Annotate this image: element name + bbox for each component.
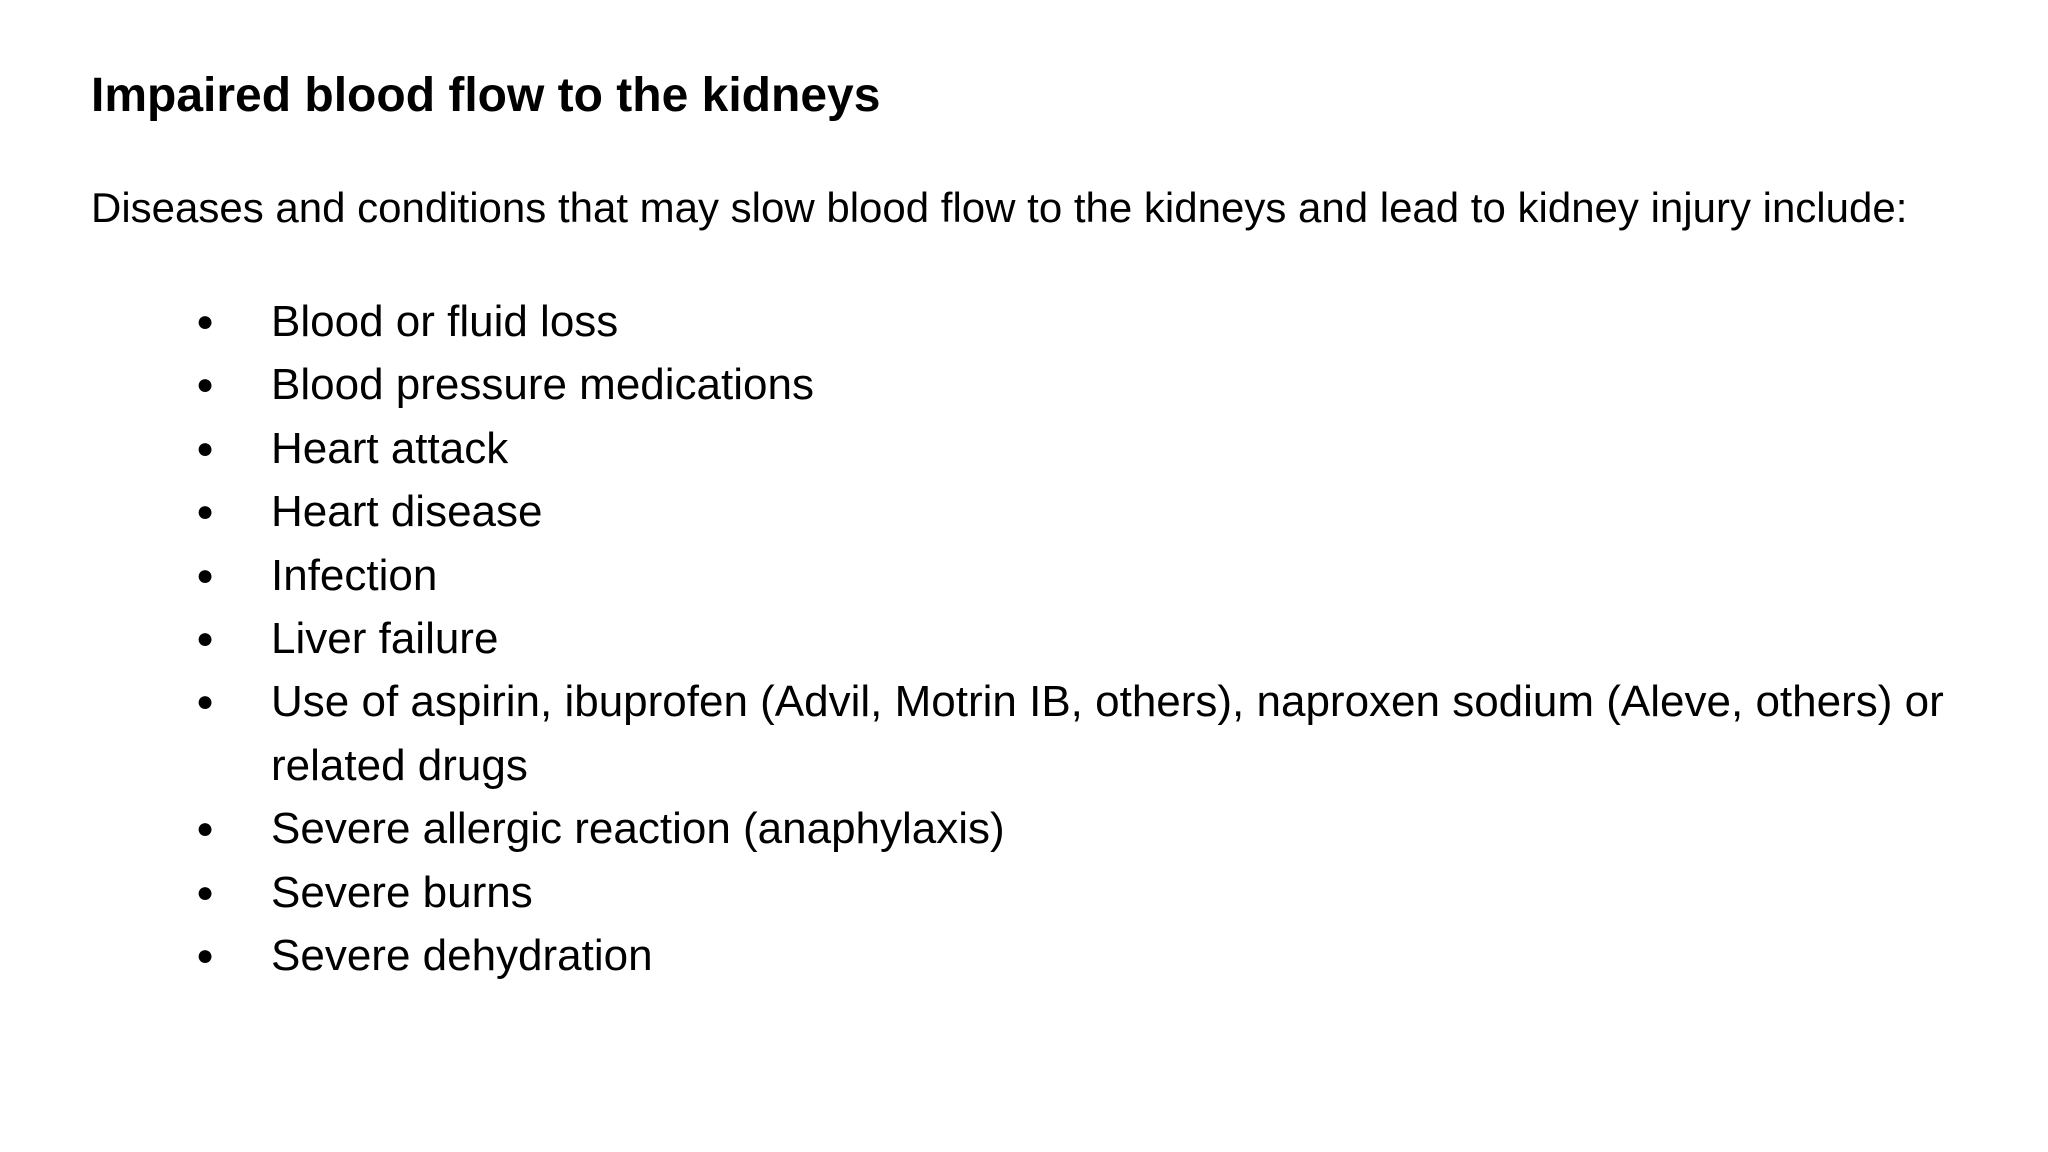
list-item [0, 797, 2011, 860]
bullet-icon: ● [196, 431, 215, 465]
list-item-text: Use of aspirin, ibuprofen (Advil, Motrin IB, others), naproxen sodium (Aleve, others) or related drugs [271, 677, 1944, 790]
bullet-icon: ● [196, 622, 215, 656]
condition-list [0, 290, 2048, 987]
bullet-icon: ● [196, 685, 215, 719]
list-item [0, 480, 2011, 543]
list-item-text: Heart disease [271, 487, 543, 537]
bullet-icon: ● [196, 558, 215, 592]
bullet-icon: ● [196, 875, 215, 909]
list-item-text: Severe allergic reaction (anaphylaxis) [271, 804, 1005, 854]
bullet-icon: ● [196, 305, 215, 338]
list-item [0, 353, 2011, 416]
list-item-text: Infection [271, 550, 438, 600]
list-item-text: Blood or fluid loss [271, 297, 619, 346]
list-item-text: Severe burns [271, 867, 533, 917]
bullet-icon: ● [196, 368, 215, 402]
list-item [0, 544, 2011, 607]
list-item-text: Blood pressure medications [271, 360, 814, 410]
bullet-icon: ● [196, 495, 215, 529]
intro-paragraph: Diseases and conditions that may slow blood flow to the kidneys and lead to kidney injury include: [91, 184, 1908, 231]
bullet-icon: ● [196, 812, 215, 846]
bullet-icon: ● [196, 939, 215, 973]
page-title: Impaired blood flow to the kidneys [91, 69, 881, 122]
list-item [0, 290, 2011, 353]
list-item [0, 924, 2011, 987]
list-item [0, 417, 2011, 480]
list-item-text: Severe dehydration [271, 931, 653, 981]
list-item-text: Heart attack [271, 423, 509, 473]
list-item [0, 670, 2011, 797]
list-item-text: Liver failure [271, 614, 499, 664]
list-item [0, 607, 2011, 670]
list-item [0, 861, 2011, 924]
